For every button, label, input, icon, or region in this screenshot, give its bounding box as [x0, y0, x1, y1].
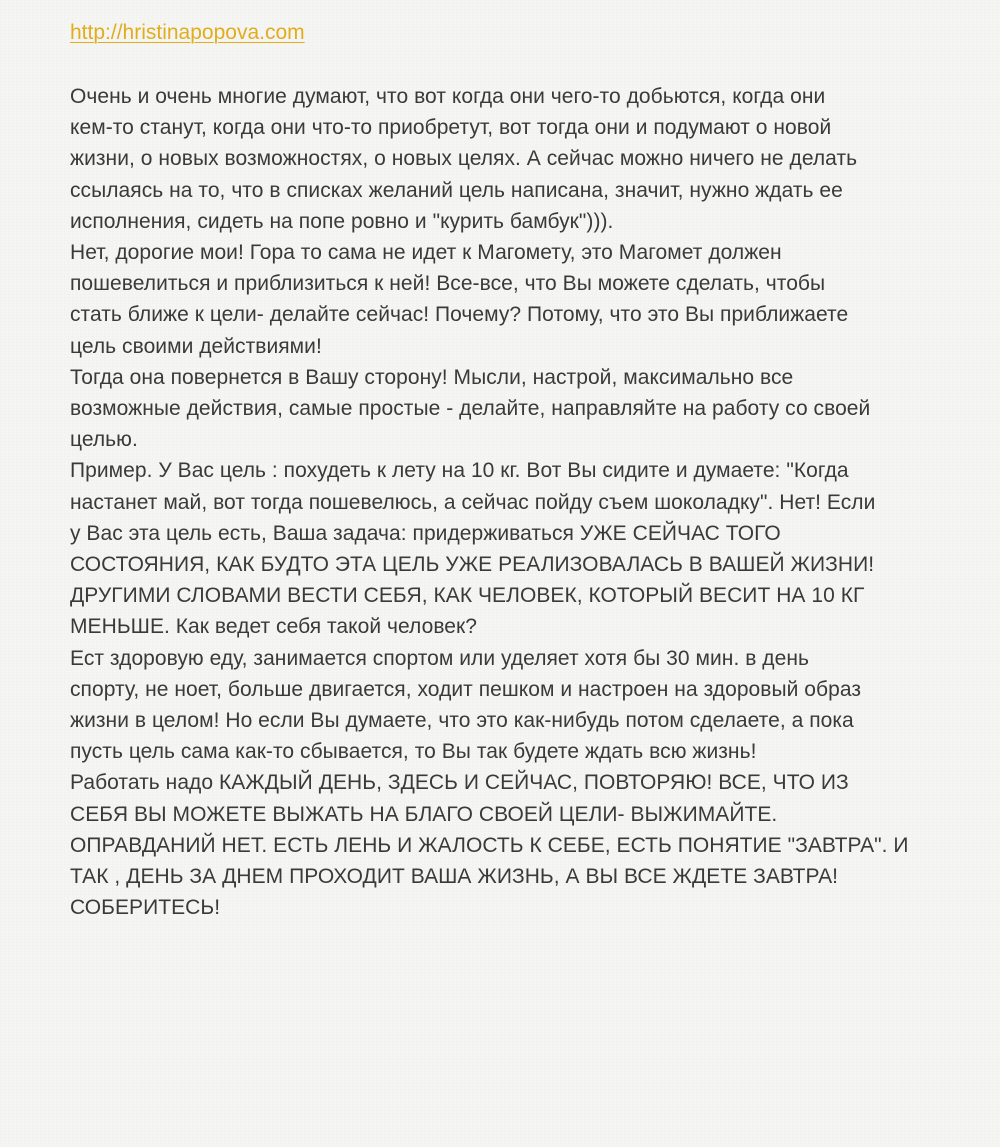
- note-line: Очень и очень многие думают, что вот когда они чего-то добьются, когда они: [70, 85, 826, 108]
- note-line: Тогда она повернется в Вашу сторону! Мысли, настрой, максимально все: [70, 365, 794, 389]
- website-link[interactable]: http://hristinapopova.com: [70, 21, 305, 44]
- note-line: спорту, не ноет, больше двигается, ходит пешком и настроен на здоровый образ: [70, 677, 862, 701]
- note-body: [70, 81, 935, 923]
- note-line: СОБЕРИТЕСЬ!: [70, 896, 221, 920]
- note-line: СОСТОЯНИЯ, КАК БУДТО ЭТА ЦЕЛЬ УЖЕ РЕАЛИЗОВАЛАСЬ В ВАШЕЙ ЖИЗНИ!: [70, 553, 875, 577]
- note-line: у Вас эта цель есть, Ваша задача: придерживаться УЖЕ СЕЙЧАС ТОГО: [70, 521, 781, 545]
- note-line: возможные действия, самые простые - делайте, направляйте на работу со своей: [70, 397, 871, 421]
- note-line: жизни, о новых возможностях, о новых целях. А сейчас можно ничего не делать: [70, 147, 858, 171]
- note-line: исполнения, сидеть на попе ровно и "курить бамбук"))).: [70, 209, 614, 233]
- note-line: СЕБЯ ВЫ МОЖЕТЕ ВЫЖАТЬ НА БЛАГО СВОЕЙ ЦЕЛИ- ВЫЖИМАЙТЕ.: [70, 802, 778, 826]
- note-line: кем-то станут, когда они что-то приобретут, вот тогда они и подумают о новой: [70, 116, 832, 140]
- note-line: целью.: [70, 428, 138, 452]
- note-line: ДРУГИМИ СЛОВАМИ ВЕСТИ СЕБЯ, КАК ЧЕЛОВЕК, КОТОРЫЙ ВЕСИТ НА 10 КГ: [70, 584, 865, 608]
- note-line: Работать надо КАЖДЫЙ ДЕНЬ, ЗДЕСЬ И СЕЙЧАС, ПОВТОРЯЮ! ВСЕ, ЧТО ИЗ: [70, 771, 849, 795]
- note-line: ссылаясь на то, что в списках желаний цель написана, значит, нужно ждать ее: [70, 178, 843, 202]
- note-line: цель своими действиями!: [70, 334, 322, 358]
- note-line: ОПРАВДАНИЙ НЕТ. ЕСТЬ ЛЕНЬ И ЖАЛОСТЬ К СЕБЕ, ЕСТЬ ПОНЯТИЕ "ЗАВТРА". И: [70, 833, 909, 857]
- note-line: пусть цель сама как-то сбывается, то Вы так будете ждать всю жизнь!: [70, 740, 757, 764]
- note-line: пошевелиться и приблизиться к ней! Все-все, что Вы можете сделать, чтобы: [70, 272, 826, 296]
- note-line: стать ближе к цели- делайте сейчас! Почему? Потому, что это Вы приближаете: [70, 303, 849, 327]
- note-line: жизни в целом! Но если Вы думаете, что это как-нибудь потом сделаете, а пока: [70, 709, 854, 733]
- note-line: МЕНЬШЕ. Как ведет себя такой человек?: [70, 615, 477, 639]
- note-line: ТАК , ДЕНЬ ЗА ДНЕМ ПРОХОДИТ ВАША ЖИЗНЬ, А ВЫ ВСЕ ЖДЕТЕ ЗАВТРА!: [70, 865, 839, 889]
- note-line: Ест здоровую еду, занимается спортом или уделяет хотя бы 30 мин. в день: [70, 646, 809, 670]
- note-line: Нет, дорогие мои! Гора то сама не идет к Магомету, это Магомет должен: [70, 241, 782, 265]
- note-line: Пример. У Вас цель : похудеть к лету на 10 кг. Вот Вы сидите и думаете: "Когда: [70, 459, 849, 483]
- note-line: настанет май, вот тогда пошевелюсь, а сейчас пойду съем шоколадку". Нет! Если: [70, 490, 876, 514]
